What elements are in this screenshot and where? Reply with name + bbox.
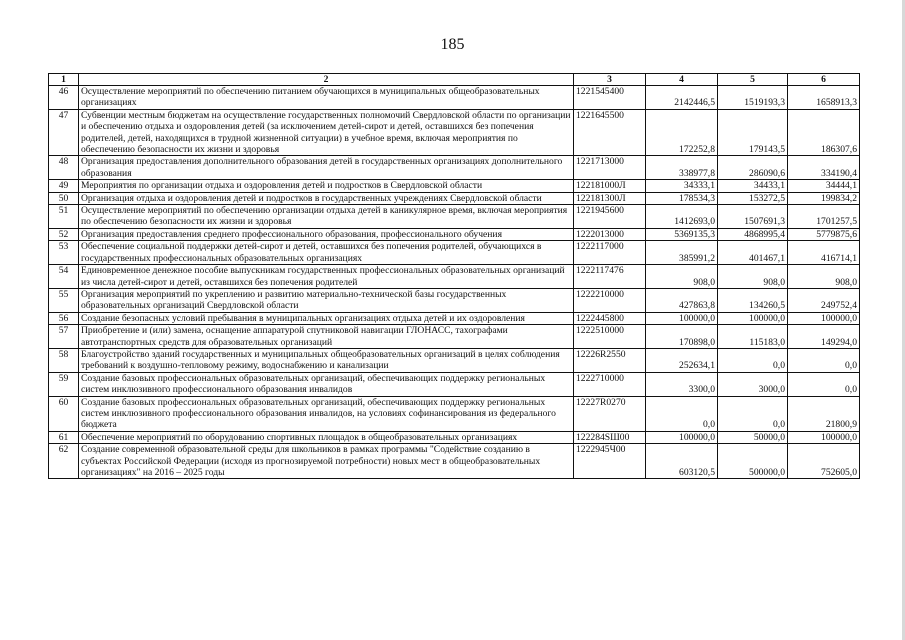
description-cell: Организация мероприятий по укреплению и развитию материально-технической базы государственных образовательных организаций Свердловской области — [79, 288, 574, 312]
value-col6-cell: 416714,1 — [788, 241, 860, 265]
value-col4-cell: 252634,1 — [646, 348, 718, 372]
value-col4-cell: 385991,2 — [646, 241, 718, 265]
value-col5-cell: 3000,0 — [718, 372, 788, 396]
row-number-cell: 56 — [49, 312, 79, 324]
code-cell: 1222013000 — [574, 228, 646, 240]
value-col6-cell: 34444,1 — [788, 180, 860, 192]
row-number-cell: 60 — [49, 396, 79, 431]
code-cell: 1222710000 — [574, 372, 646, 396]
code-cell: 122181300Л — [574, 192, 646, 204]
value-col5-cell: 153272,5 — [718, 192, 788, 204]
description-cell: Создание базовых профессиональных образовательных организаций, обеспечивающих поддержку региональных систем инклюзивного профессионального образования инвалидов, на условиях софинансирования из федерального бюджета — [79, 396, 574, 431]
description-cell: Организация предоставления среднего профессионального образования, профессионального обучения — [79, 228, 574, 240]
value-col5-cell: 401467,1 — [718, 241, 788, 265]
table-row — [49, 431, 860, 443]
value-col4-cell: 0,0 — [646, 396, 718, 431]
table-row — [49, 288, 860, 312]
table-row — [49, 205, 860, 229]
table-row — [49, 241, 860, 265]
row-number-cell: 58 — [49, 348, 79, 372]
code-cell: 1221945600 — [574, 205, 646, 229]
description-cell: Организация отдыха и оздоровления детей и подростков в государственных учреждениях Свердловской области — [79, 192, 574, 204]
table-row — [49, 348, 860, 372]
code-cell: 1221713000 — [574, 156, 646, 180]
table-row — [49, 86, 860, 110]
value-col6-cell: 0,0 — [788, 372, 860, 396]
row-number-cell: 61 — [49, 431, 79, 443]
value-col6-cell: 186307,6 — [788, 109, 860, 156]
header-cell: 1 — [49, 74, 79, 86]
value-col4-cell: 170898,0 — [646, 325, 718, 349]
value-col4-cell: 908,0 — [646, 265, 718, 289]
description-cell: Организация предоставления дополнительного образования детей в государственных организациях дополнительного образования — [79, 156, 574, 180]
value-col4-cell: 427863,8 — [646, 288, 718, 312]
value-col5-cell: 134260,5 — [718, 288, 788, 312]
code-cell: 1222945Ч00 — [574, 444, 646, 479]
value-col5-cell: 100000,0 — [718, 312, 788, 324]
row-number-cell: 62 — [49, 444, 79, 479]
description-cell: Создание базовых профессиональных образовательных организаций, обеспечивающих поддержку региональных систем инклюзивного профессионального образования инвалидов — [79, 372, 574, 396]
description-cell: Обеспечение мероприятий по оборудованию спортивных площадок в общеобразовательных организациях — [79, 431, 574, 443]
row-number-cell: 46 — [49, 86, 79, 110]
table-row — [49, 265, 860, 289]
code-cell: 122284SШ00 — [574, 431, 646, 443]
code-cell: 1222117476 — [574, 265, 646, 289]
description-cell: Благоустройство зданий государственных и муниципальных общеобразовательных организаций в целях соблюдения требований к воздушно-тепловому режиму, водоснабжению и канализации — [79, 348, 574, 372]
value-col6-cell: 1701257,5 — [788, 205, 860, 229]
value-col5-cell: 34433,1 — [718, 180, 788, 192]
row-number-cell: 50 — [49, 192, 79, 204]
description-cell: Осуществление мероприятий по обеспечению питанием обучающихся в муниципальных общеобразовательных организациях — [79, 86, 574, 110]
table-row — [49, 109, 860, 156]
row-number-cell: 59 — [49, 372, 79, 396]
row-number-cell: 55 — [49, 288, 79, 312]
value-col5-cell: 115183,0 — [718, 325, 788, 349]
value-col4-cell: 100000,0 — [646, 312, 718, 324]
description-cell: Создание безопасных условий пребывания в муниципальных организациях отдыха детей и их оздоровления — [79, 312, 574, 324]
table-row — [49, 156, 860, 180]
row-number-cell: 54 — [49, 265, 79, 289]
value-col5-cell: 908,0 — [718, 265, 788, 289]
code-cell: 1222510000 — [574, 325, 646, 349]
value-col6-cell: 149294,0 — [788, 325, 860, 349]
header-cell: 3 — [574, 74, 646, 86]
value-col6-cell: 100000,0 — [788, 312, 860, 324]
value-col4-cell: 2142446,5 — [646, 86, 718, 110]
code-cell: 12227R0270 — [574, 396, 646, 431]
code-cell: 122181000Л — [574, 180, 646, 192]
value-col4-cell: 100000,0 — [646, 431, 718, 443]
description-cell: Обеспечение социальной поддержки детей-сирот и детей, оставшихся без попечения родителей, обучающихся в государственных профессиональных образовательных организациях — [79, 241, 574, 265]
table-row — [49, 396, 860, 431]
value-col4-cell: 178534,3 — [646, 192, 718, 204]
table-row — [49, 192, 860, 204]
value-col6-cell: 5779875,6 — [788, 228, 860, 240]
value-col6-cell: 752605,0 — [788, 444, 860, 479]
code-cell: 1222445800 — [574, 312, 646, 324]
row-number-cell: 57 — [49, 325, 79, 349]
code-cell: 1221645500 — [574, 109, 646, 156]
code-cell: 1221545400 — [574, 86, 646, 110]
table-row — [49, 180, 860, 192]
description-cell: Приобретение и (или) замена, оснащение аппаратурой спутниковой навигации ГЛОНАСС, тахографами автотранспортных средств для образовательных организаций — [79, 325, 574, 349]
code-cell: 1222117000 — [574, 241, 646, 265]
value-col5-cell: 0,0 — [718, 348, 788, 372]
value-col4-cell: 34333,1 — [646, 180, 718, 192]
value-col5-cell: 286090,6 — [718, 156, 788, 180]
value-col6-cell: 908,0 — [788, 265, 860, 289]
row-number-cell: 52 — [49, 228, 79, 240]
value-col4-cell: 603120,5 — [646, 444, 718, 479]
value-col4-cell: 5369135,3 — [646, 228, 718, 240]
header-cell: 2 — [79, 74, 574, 86]
header-cell: 6 — [788, 74, 860, 86]
value-col4-cell: 3300,0 — [646, 372, 718, 396]
table-row — [49, 312, 860, 324]
value-col5-cell: 179143,5 — [718, 109, 788, 156]
value-col6-cell: 1658913,3 — [788, 86, 860, 110]
description-cell: Осуществление мероприятий по обеспечению организации отдыха детей в каникулярное время, включая мероприятия по обеспечению безопасности их жизни и здоровья — [79, 205, 574, 229]
header-cell: 5 — [718, 74, 788, 86]
value-col6-cell: 0,0 — [788, 348, 860, 372]
description-cell: Создание современной образовательной среды для школьников в рамках программы "Содействие созданию в субъектах Российской Федерации (исходя из прогнозируемой потребности) новых мест в общеобразовательных организациях" на 2016 – 2025 годы — [79, 444, 574, 479]
value-col5-cell: 500000,0 — [718, 444, 788, 479]
row-number-cell: 51 — [49, 205, 79, 229]
value-col6-cell: 199834,2 — [788, 192, 860, 204]
value-col5-cell: 1519193,3 — [718, 86, 788, 110]
row-number-cell: 47 — [49, 109, 79, 156]
value-col5-cell: 50000,0 — [718, 431, 788, 443]
description-cell: Субвенции местным бюджетам на осуществление государственных полномочий Свердловской области по организации и обеспечению отдыха и оздоровления детей (за исключением детей-сирот и детей, оставшихся без попечения родителей, детей, находящихся в трудной жизненной ситуации) в учебное время, включая мероприятия по обеспечению безопасности их жизни и здоровья — [79, 109, 574, 156]
code-cell: 1222210000 — [574, 288, 646, 312]
value-col5-cell: 0,0 — [718, 396, 788, 431]
table-header-row — [49, 74, 860, 86]
value-col6-cell: 21800,9 — [788, 396, 860, 431]
value-col6-cell: 100000,0 — [788, 431, 860, 443]
value-col4-cell: 172252,8 — [646, 109, 718, 156]
value-col4-cell: 338977,8 — [646, 156, 718, 180]
value-col4-cell: 1412693,0 — [646, 205, 718, 229]
value-col6-cell: 249752,4 — [788, 288, 860, 312]
value-col5-cell: 4868995,4 — [718, 228, 788, 240]
header-cell: 4 — [646, 74, 718, 86]
description-cell: Мероприятия по организации отдыха и оздоровления детей и подростков в Свердловской области — [79, 180, 574, 192]
value-col5-cell: 1507691,3 — [718, 205, 788, 229]
description-cell: Единовременное денежное пособие выпускникам государственных профессиональных образовательных организаций из числа детей-сирот и детей, оставшихся без попечения родителей — [79, 265, 574, 289]
table-row — [49, 372, 860, 396]
value-col6-cell: 334190,4 — [788, 156, 860, 180]
table-row — [49, 325, 860, 349]
row-number-cell: 49 — [49, 180, 79, 192]
page-number: 185 — [440, 36, 465, 53]
table-row — [49, 444, 860, 479]
code-cell: 12226R2550 — [574, 348, 646, 372]
budget-table — [48, 73, 860, 479]
table-row — [49, 228, 860, 240]
row-number-cell: 53 — [49, 241, 79, 265]
row-number-cell: 48 — [49, 156, 79, 180]
